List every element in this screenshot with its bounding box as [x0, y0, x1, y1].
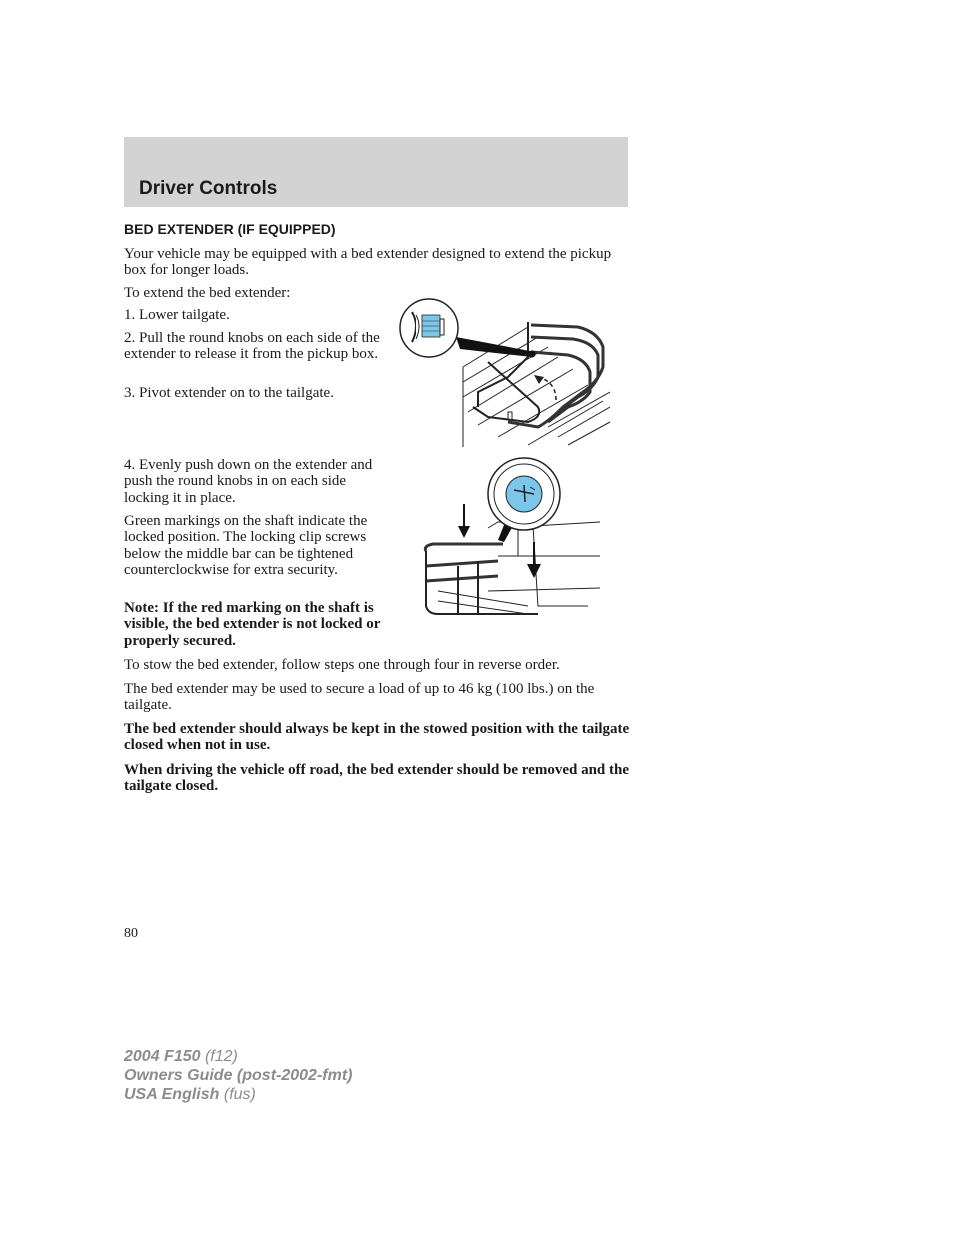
document-footer	[124, 1047, 352, 1104]
step-1: 1. Lower tailgate.	[124, 307, 230, 323]
intro-paragraph: Your vehicle may be equipped with a bed extender designed to extend the pickup box for longer loads.	[124, 246, 612, 279]
section-heading: BED EXTENDER (IF EQUIPPED)	[124, 221, 336, 237]
step-3: 3. Pivot extender on to the tailgate.	[124, 385, 334, 401]
stow-paragraph: To stow the bed extender, follow steps one through four in reverse order.	[124, 657, 560, 673]
footer-line-guide: Owners Guide (post-2002-fmt)	[124, 1067, 353, 1084]
figure-pivot-extender	[398, 297, 610, 447]
locking-knob-icon	[506, 476, 542, 512]
footer-line-language: USA English (fus)	[124, 1086, 256, 1103]
footer-line-model: 2004 F150 (f12)	[124, 1048, 238, 1065]
page-title: Driver Controls	[139, 178, 278, 199]
green-markings-paragraph: Green markings on the shaft indicate the locked position. The locking clip screws below the middle bar can be tightened counterclockwise for extra security.	[124, 513, 368, 579]
step-2: 2. Pull the round knobs on each side of the extender to release it from the pickup box.	[124, 330, 380, 363]
note-paragraph: Note: If the red marking on the shaft is visible, the bed extender is not locked or properly secured.	[124, 600, 381, 649]
step-4: 4. Evenly push down on the extender and push the round knobs in on each side locking it in place.	[124, 457, 373, 506]
extend-intro: To extend the bed extender:	[124, 285, 291, 301]
warning-off-road: When driving the vehicle off road, the bed extender should be removed and the tailgate closed.	[124, 762, 630, 795]
load-paragraph: The bed extender may be used to secure a load of up to 46 kg (100 lbs.) on the tailgate.	[124, 681, 595, 714]
figure-lock-extender	[418, 456, 604, 621]
page-number: 80	[124, 926, 138, 941]
warning-stowed: The bed extender should always be kept in the stowed position with the tailgate closed when not in use.	[124, 721, 630, 754]
